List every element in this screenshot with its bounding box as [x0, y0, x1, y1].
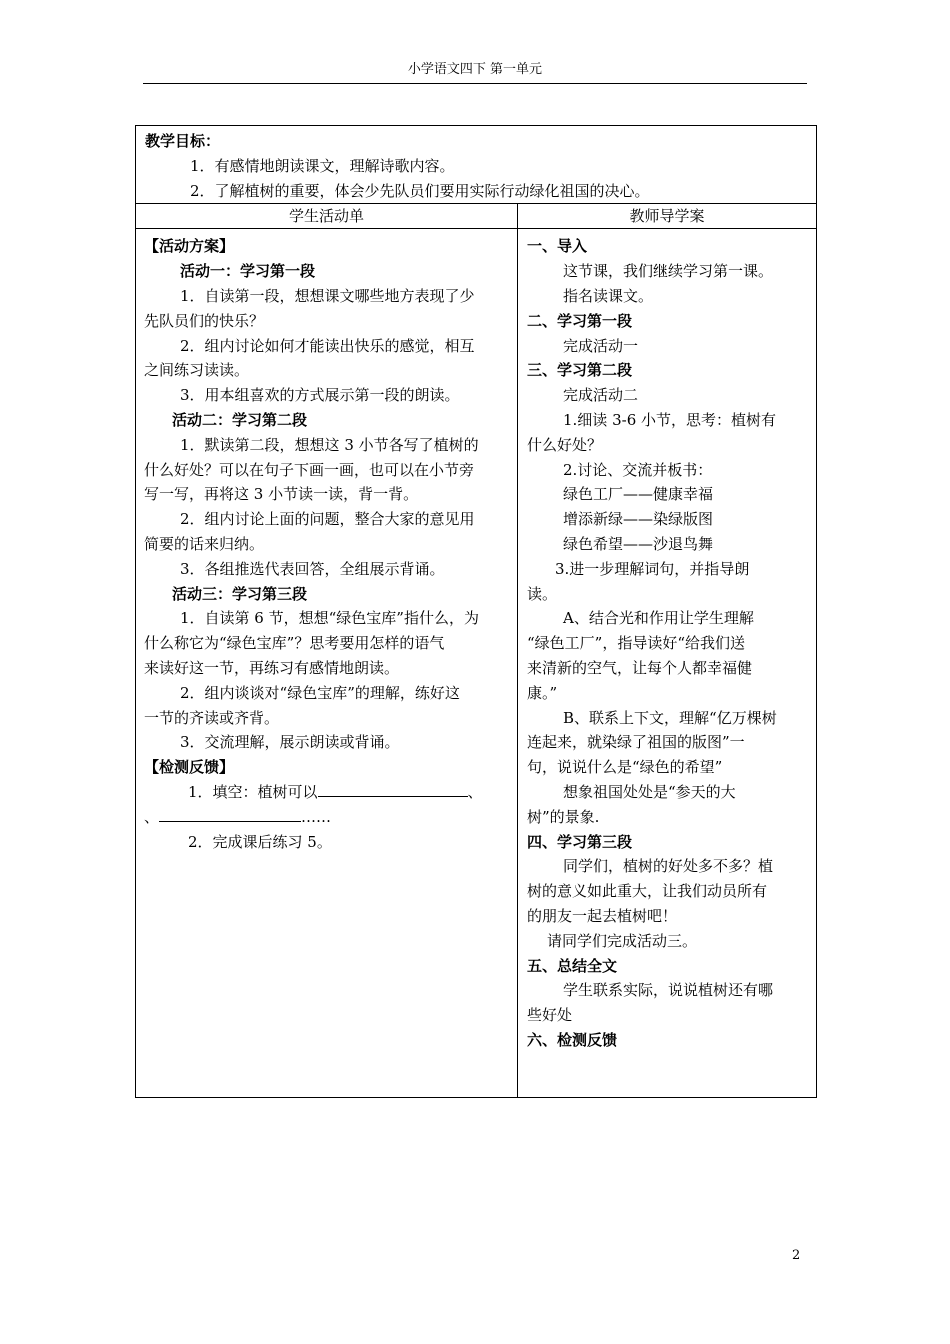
- fill-in-question: [144, 780, 512, 805]
- student-activity-column: [136, 229, 518, 1098]
- activity-step-cont: 写一写，再将这 3 小节读一读，背一背。: [144, 485, 419, 504]
- guide-text: 来清新的空气，让每个人都幸福健: [527, 658, 753, 677]
- page-number: 2: [792, 1248, 801, 1263]
- activity-step-cont: 简要的话来归纳。: [144, 534, 265, 553]
- section-title: 二、学习第一段: [527, 311, 633, 330]
- teaching-goals: [136, 126, 817, 204]
- goal-item: 1．有感情地朗读课文，理解诗歌内容。: [190, 156, 455, 175]
- guide-text: 1.细读 3-6 小节，思考：植树有: [563, 410, 777, 429]
- guide-text: 2.讨论、交流并板书：: [563, 460, 713, 479]
- guide-text: 3.进一步理解词句，并指导朗: [555, 559, 750, 578]
- activity-step-cont: 来读好这一节，再练习有感情地朗读。: [144, 658, 400, 677]
- fill-in-question-cont: [144, 805, 512, 830]
- column-header-student: 学生活动单: [136, 204, 518, 229]
- guide-text: 些好处: [527, 1006, 573, 1025]
- activity-step: 1．自读第一段，想想课文哪些地方表现了少: [180, 286, 475, 305]
- check-heading: 【检测反馈】: [144, 758, 235, 777]
- fill-in-blank[interactable]: [159, 809, 301, 822]
- activity-step-cont: 先队员们的快乐？: [144, 311, 265, 330]
- guide-text: 完成活动一: [563, 336, 639, 355]
- activity-step: 2．组内谈谈对“绿色宝库”的理解，练好这: [180, 683, 460, 702]
- guide-text: 句，说说什么是“绿色的希望”: [527, 758, 723, 777]
- guide-text: A、结合光和作用让学生理解: [563, 609, 754, 628]
- fill-in-ellipsis: ……: [301, 807, 332, 826]
- board-note: 增添新绿——染绿版图: [563, 510, 714, 529]
- guide-text: 这节课，我们继续学习第一课。: [563, 262, 774, 281]
- goals-heading: 教学目标：: [145, 132, 221, 150]
- fill-in-blank[interactable]: [318, 784, 468, 797]
- teacher-guide-column: [518, 229, 817, 1098]
- activity-step: 1．自读第 6 节，想想“绿色宝库”指什么，为: [180, 609, 479, 628]
- guide-text: 康。”: [527, 683, 558, 702]
- section-title: 六、检测反馈: [527, 1030, 618, 1049]
- exercise-item: 2．完成课后练习 5。: [188, 832, 332, 851]
- guide-text: 连起来，就染绿了祖国的版图”一: [527, 733, 745, 752]
- page-header: 小学语文四下 第一单元: [407, 62, 543, 77]
- guide-text: 树”的景象.: [527, 807, 600, 826]
- activity-step: 3．各组推选代表回答，全组展示背诵。: [180, 559, 445, 578]
- guide-text: 学生联系实际，说说植树还有哪: [563, 981, 774, 1000]
- guide-text: 同学们，植树的好处多不多？植: [563, 857, 774, 876]
- activity-title: 活动一：学习第一段: [180, 262, 316, 281]
- guide-text: B、联系上下文，理解“亿万棵树: [563, 708, 777, 727]
- section-title: 三、学习第二段: [527, 361, 633, 380]
- fill-in-separator: 、: [144, 807, 160, 826]
- guide-text: 完成活动二: [563, 386, 639, 405]
- activity-step: 2．组内讨论上面的问题，整合大家的意见用: [180, 510, 475, 529]
- guide-text: 的朋友一起去植树吧！: [527, 906, 678, 925]
- guide-text: 想象祖国处处是“参天的大: [563, 782, 736, 801]
- guide-text: 指名读课文。: [563, 286, 654, 305]
- activity-step: 3．交流理解，展示朗读或背诵。: [180, 733, 400, 752]
- section-title: 一、导入: [527, 237, 588, 256]
- activity-step: 3．用本组喜欢的方式展示第一段的朗读。: [180, 386, 460, 405]
- activity-step: 2．组内讨论如何才能读出快乐的感觉，相互: [180, 336, 475, 355]
- guide-text: 读。: [527, 584, 558, 603]
- board-note: 绿色希望——沙退鸟舞: [563, 534, 714, 553]
- activity-title: 活动二：学习第二段: [172, 410, 308, 429]
- plan-heading: 【活动方案】: [144, 237, 235, 256]
- guide-text: 树的意义如此重大，让我们动员所有: [527, 882, 768, 901]
- section-title: 四、学习第三段: [527, 832, 633, 851]
- fill-in-separator: 、: [467, 782, 483, 801]
- activity-step-cont: 一节的齐读或齐背。: [144, 708, 280, 727]
- lesson-plan-table: [135, 125, 817, 1098]
- header-rule: [143, 83, 807, 84]
- column-header-teacher: 教师导学案: [518, 204, 817, 229]
- activity-title: 活动三：学习第三段: [172, 584, 308, 603]
- board-note: 绿色工厂——健康幸福: [563, 485, 714, 504]
- guide-text: 请同学们完成活动三。: [547, 931, 698, 950]
- activity-step-cont: 什么好处？可以在句子下画一画，也可以在小节旁: [144, 460, 475, 479]
- activity-step: 1．默读第二段，想想这 3 小节各写了植树的: [180, 435, 479, 454]
- fill-in-prompt: 1．填空：植树可以: [188, 782, 318, 801]
- section-title: 五、总结全文: [527, 956, 618, 975]
- activity-step-cont: 之间练习读读。: [144, 361, 250, 380]
- guide-text: “绿色工厂”，指导读好“给我们送: [527, 634, 746, 653]
- guide-text: 什么好处？: [527, 435, 603, 454]
- activity-step-cont: 什么称它为“绿色宝库”？思考要用怎样的语气: [144, 634, 445, 653]
- goal-item: 2．了解植树的重要，体会少先队员们要用实际行动绿化祖国的决心。: [190, 181, 650, 200]
